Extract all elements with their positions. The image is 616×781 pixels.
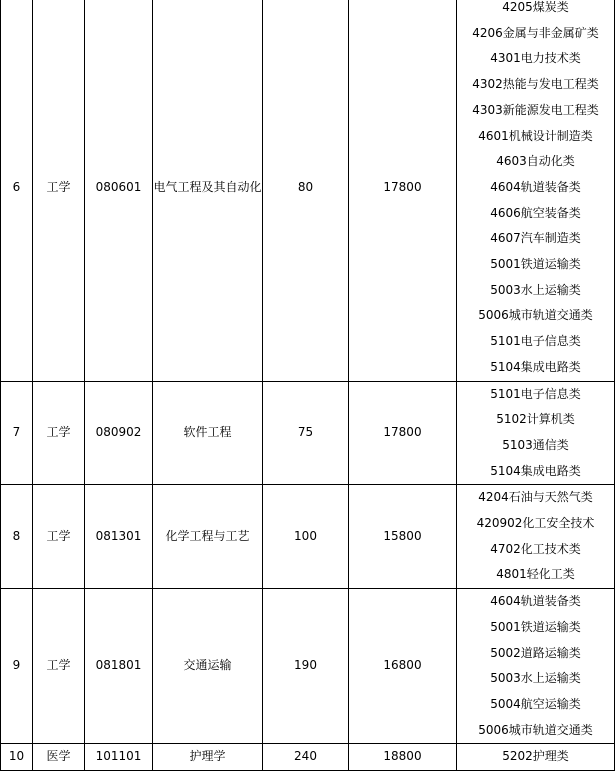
discipline-cell: 工学 <box>33 589 85 744</box>
quota-cell: 240 <box>263 744 349 771</box>
major-code-cell: 080902 <box>85 381 153 485</box>
category-item: 5001铁道运输类 <box>490 619 581 634</box>
category-list <box>457 485 614 588</box>
major-code-cell: 080601 <box>85 0 153 381</box>
tuition-cell: 18800 <box>349 744 457 771</box>
discipline-cell: 工学 <box>33 381 85 485</box>
table-row <box>1 0 615 381</box>
row-index: 7 <box>1 381 33 485</box>
row-index: 9 <box>1 589 33 744</box>
category-item: 5003水上运输类 <box>490 282 581 297</box>
category-item: 5104集成电路类 <box>490 463 581 478</box>
discipline-cell: 医学 <box>33 744 85 771</box>
row-index: 6 <box>1 0 33 381</box>
categories-cell <box>457 744 615 771</box>
category-item: 4702化工技术类 <box>490 541 581 556</box>
category-item: 4204石油与天然气类 <box>478 490 593 505</box>
tuition-cell: 17800 <box>349 381 457 485</box>
category-item: 5004航空运输类 <box>490 696 581 711</box>
category-item: 4601机械设计制造类 <box>478 128 593 143</box>
category-item: 5001铁道运输类 <box>490 257 581 272</box>
category-item: 4607汽车制造类 <box>490 231 581 246</box>
quota-cell: 100 <box>263 485 349 589</box>
category-item: 5101电子信息类 <box>490 386 581 401</box>
major-name-cell: 交通运输 <box>153 589 263 744</box>
category-list <box>457 744 614 770</box>
major-code-cell: 081301 <box>85 485 153 589</box>
categories-cell <box>457 485 615 589</box>
major-code-cell: 101101 <box>85 744 153 771</box>
category-list <box>457 589 614 743</box>
category-item: 5002道路运输类 <box>490 645 581 660</box>
quota-cell: 75 <box>263 381 349 485</box>
category-item: 5006城市轨道交通类 <box>478 722 593 737</box>
discipline-cell: 工学 <box>33 485 85 589</box>
row-index: 10 <box>1 744 33 771</box>
table-row <box>1 589 615 744</box>
category-item: 4606航空装备类 <box>490 205 581 220</box>
tuition-cell: 15800 <box>349 485 457 589</box>
major-name-cell: 化学工程与工艺 <box>153 485 263 589</box>
category-item: 5003水上运输类 <box>490 671 581 686</box>
category-item: 4604轨道装备类 <box>490 179 581 194</box>
tuition-cell: 17800 <box>349 0 457 381</box>
category-item: 4603自动化类 <box>496 154 575 169</box>
row-index: 8 <box>1 485 33 589</box>
quota-cell: 190 <box>263 589 349 744</box>
categories-cell <box>457 589 615 744</box>
table-row <box>1 485 615 589</box>
discipline-cell: 工学 <box>33 0 85 381</box>
category-item: 5104集成电路类 <box>490 359 581 374</box>
category-item: 4604轨道装备类 <box>490 594 581 609</box>
table-row <box>1 381 615 485</box>
category-item: 420902化工安全技术 <box>476 516 595 531</box>
table-row <box>1 744 615 771</box>
major-name-cell: 软件工程 <box>153 381 263 485</box>
category-item: 4801轻化工类 <box>496 567 575 582</box>
category-item: 5006城市轨道交通类 <box>478 308 593 323</box>
tuition-cell: 16800 <box>349 589 457 744</box>
category-item: 4206金属与非金属矿类 <box>472 25 599 40</box>
categories-cell <box>457 381 615 485</box>
quota-cell: 80 <box>263 0 349 381</box>
major-name-cell: 电气工程及其自动化 <box>153 0 263 381</box>
major-name-cell: 护理学 <box>153 744 263 771</box>
category-item: 5103通信类 <box>502 437 569 452</box>
category-item: 4302热能与发电工程类 <box>472 77 599 92</box>
category-list <box>457 382 614 485</box>
category-item: 4205煤炭类 <box>502 0 569 14</box>
category-item: 5101电子信息类 <box>490 334 581 349</box>
category-item: 5102计算机类 <box>496 412 575 427</box>
category-list <box>457 0 614 381</box>
category-item: 4303新能源发电工程类 <box>472 102 599 117</box>
category-item: 5202护理类 <box>502 749 569 764</box>
category-item: 4301电力技术类 <box>490 51 581 66</box>
major-code-cell: 081801 <box>85 589 153 744</box>
categories-cell <box>457 0 615 381</box>
